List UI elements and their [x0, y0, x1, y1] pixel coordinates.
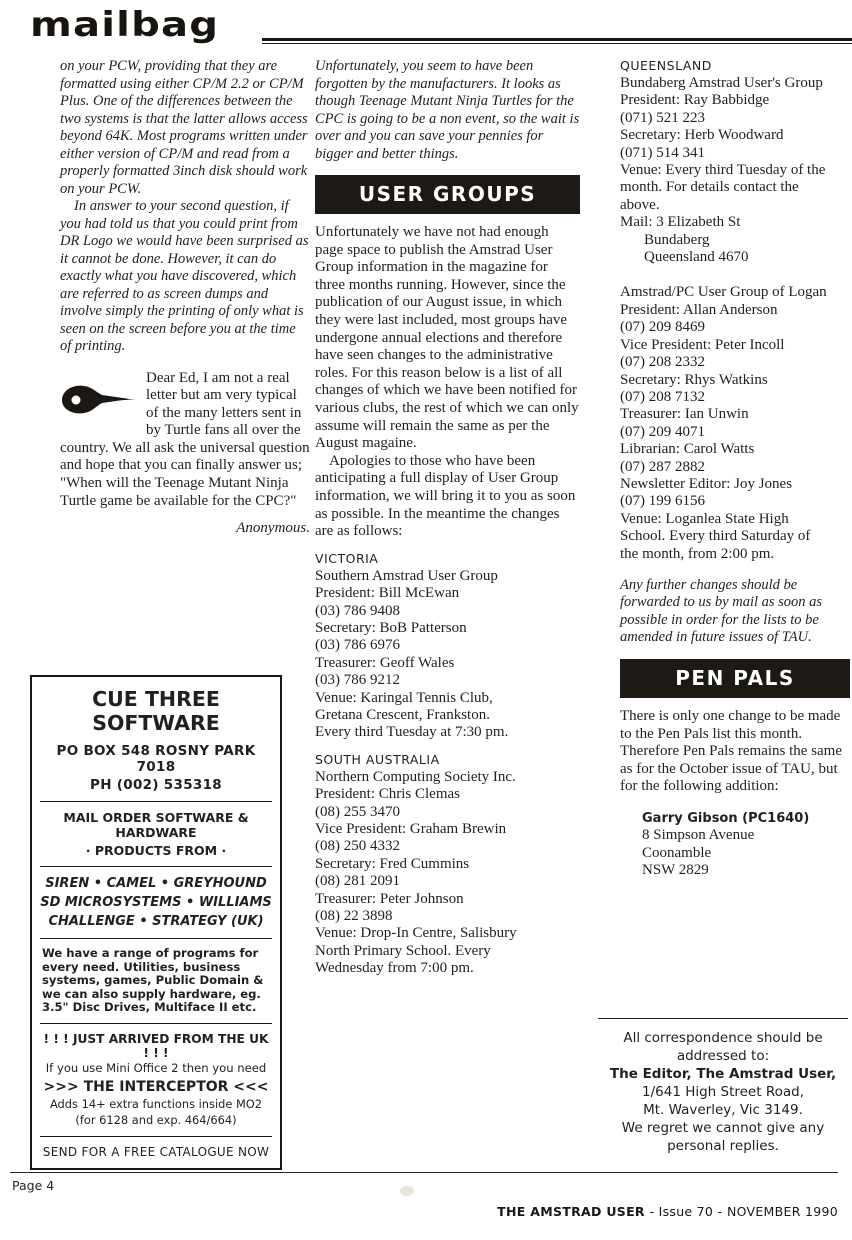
- listing-line: Treasurer: Peter Johnson: [315, 890, 464, 907]
- advert-interceptor: >>> THE INTERCEPTOR <<<: [43, 1078, 269, 1095]
- user-groups-intro: [315, 224, 580, 541]
- correspondence-line: addressed to:: [676, 1048, 770, 1064]
- paragraph: Unfortunately we have not had enough page space to publish the Amstrad User Group information in the magazine for three months running. However, since the publication of our August issue, in which they were last included, most groups have undergone annual elections and therefore have seen changes to the administrative roles. For this reason below is a list of all changes of which we have been notified for various clubs, the rest of which we can only assume will remain the same as per the August magaine.: [315, 224, 579, 452]
- listing-line: (07) 208 7132: [620, 388, 705, 405]
- listing-line: Bundaberg Amstrad User's Group: [620, 75, 823, 91]
- state-heading: SOUTH AUSTRALIA: [315, 751, 440, 767]
- letter-signature: Anonymous.: [236, 520, 310, 537]
- pen-pals-intro: [620, 708, 850, 796]
- group-listing: [315, 568, 580, 742]
- listing-line: Southern Amstrad User Group: [315, 567, 498, 584]
- advert-divider-3: [40, 938, 272, 939]
- letter-reply-part-one: [60, 58, 310, 356]
- pen-pal-entry: [620, 810, 850, 880]
- listing-line: Venue: Every third Tuesday of the: [620, 162, 826, 179]
- paragraph: In answer to your second question, if you had told us that you could print from DR Logo we would have been surprised as it cannot be done. However, it can do exactly what you have discovered, which are referred to as screen dumps and involve simply the printing of only what is seen on the screen before you at the time of printing.: [60, 198, 309, 354]
- correspondence-editor: The Editor, The Amstrad User,: [609, 1066, 837, 1082]
- user-group-logan: [620, 284, 850, 563]
- listing-line: Secretary: Rhys Watkins: [620, 371, 768, 388]
- advert-blurb: We have a range of programs for every need. Utilities, business systems, games, Public Domain & we can also supply hardware, eg. 3.5" Disc Drives, Multiface II etc.: [42, 946, 264, 1015]
- listing-line: Secretary: BoB Patterson: [315, 619, 467, 636]
- listing-line: month. For details contact the: [620, 179, 799, 196]
- listing-line: (08) 255 3470: [315, 803, 400, 820]
- listing-line: (08) 22 3898: [315, 908, 393, 924]
- advert-divider-5: [40, 1136, 272, 1137]
- listing-line: Vice President: Peter Incoll: [620, 336, 785, 353]
- listing-line: Wednesday from 7:00 pm.: [315, 960, 474, 977]
- advert-if-you-use: If you use Mini Office 2 then you need: [45, 1060, 267, 1075]
- listing-line: (07) 199 6156: [620, 493, 705, 510]
- listing-line: Venue: Karingal Tennis Club,: [315, 689, 493, 706]
- letter-reply-part-two: [315, 58, 580, 163]
- correspondence-line: All correspondence should be: [623, 1030, 823, 1046]
- advert-phone: PH (002) 535318: [90, 777, 222, 793]
- correspondence-line: We regret we cannot give any: [621, 1120, 825, 1136]
- correspondence-address-line: 1/641 High Street Road,: [642, 1084, 804, 1100]
- listing-line: President: Allan Anderson: [620, 301, 778, 318]
- advert-address: PO BOX 548 ROSNY PARK 7018: [56, 743, 256, 775]
- pen-pal-address-line: NSW 2829: [642, 862, 709, 879]
- listing-line: North Primary School. Every: [315, 942, 491, 959]
- listing-line: (07) 287 2882: [620, 458, 705, 475]
- advert-divider-2: [40, 866, 272, 867]
- section-header-user-groups: USER GROUPS: [315, 175, 580, 214]
- user-group-victoria: [315, 551, 580, 742]
- page-title: mailbag: [30, 5, 220, 45]
- pen-pal-address-line: Coonamble: [642, 844, 712, 861]
- listing-line: (071) 521 223: [620, 109, 705, 126]
- advert-adds-line: Adds 14+ extra functions inside MO2: [49, 1096, 263, 1111]
- advert-mail-order: MAIL ORDER SOFTWARE & HARDWARE: [63, 810, 249, 840]
- listing-line: Newsletter Editor: Joy Jones: [620, 475, 793, 492]
- pen-pal-name: Garry Gibson (PC1640): [642, 810, 810, 826]
- advert-brand-line: CHALLENGE • STRATEGY (UK): [48, 914, 264, 929]
- advert-title: CUE THREE SOFTWARE: [92, 687, 220, 735]
- footer-publication: THE AMSTRAD USER: [497, 1204, 645, 1219]
- listing-line: (08) 250 4332: [315, 838, 400, 855]
- listing-line: (07) 208 2332: [620, 354, 705, 371]
- listing-line: School. Every third Saturday of: [620, 528, 811, 545]
- masthead-rule-thin: [262, 43, 852, 44]
- listing-line: (07) 209 8469: [620, 319, 705, 336]
- user-group-queensland: [620, 58, 850, 266]
- page-number: Page 4: [12, 1178, 55, 1193]
- pen-pal-address-line: 8 Simpson Avenue: [642, 827, 755, 844]
- listing-line: Secretary: Fred Cummins: [315, 855, 470, 872]
- correspondence-line: personal replies.: [667, 1138, 779, 1154]
- state-heading: QUEENSLAND: [620, 58, 712, 73]
- listing-line: President: Bill McEwan: [315, 585, 460, 602]
- listing-line: (03) 786 9212: [315, 672, 400, 689]
- footer-rule: [10, 1172, 838, 1173]
- state-heading: VICTORIA: [315, 550, 379, 566]
- correspondence-notice: [598, 1018, 848, 1155]
- user-group-south-australia: [315, 752, 580, 978]
- listing-line: Venue: Loganlea State High: [620, 510, 789, 527]
- group-listing: [315, 769, 580, 978]
- listing-line: President: Ray Babbidge: [620, 92, 770, 109]
- advert-inner: [32, 677, 280, 1168]
- listing-line: Northern Computing Society Inc.: [315, 768, 516, 785]
- listing-line: Bundaberg: [644, 231, 710, 248]
- advertisement-cue-three-software: [30, 675, 282, 1170]
- advert-catalogue-call: SEND FOR A FREE CATALOGUE NOW: [42, 1144, 270, 1159]
- listing-line: Mail: 3 Elizabeth St: [620, 214, 741, 231]
- column-one: [60, 58, 310, 537]
- listing-line: Venue: Drop-In Centre, Salisbury: [315, 925, 517, 942]
- section-header-pen-pals: PEN PALS: [620, 659, 850, 698]
- paragraph: Unfortunately, you seem to have been forgotten by the manufacturers. It looks as though Teenage Mutant Ninja Turtles for the CPC is going to be a non event, so the wait is over and you can save your pennies for bigger and better things.: [315, 58, 580, 162]
- masthead: [30, 5, 830, 48]
- footer-publication-info: [497, 1204, 838, 1219]
- listing-line: (03) 786 6976: [315, 637, 400, 654]
- advert-divider-4: [40, 1023, 272, 1024]
- user-groups-footnote: Any further changes should be forwarded to us by mail as soon as possible in order for the lists to be amended in future issues of TAU.: [620, 576, 823, 646]
- listing-line: above.: [620, 196, 660, 213]
- group-listing: [620, 75, 850, 266]
- listing-line: Amstrad/PC User Group of Logan: [620, 284, 827, 301]
- advert-brand-line: SIREN • CAMEL • GREYHOUND: [45, 876, 267, 891]
- listing-line: Every third Tuesday at 7:30 pm.: [315, 724, 509, 741]
- listing-line: Treasurer: Ian Unwin: [620, 406, 749, 423]
- listing-line: Secretary: Herb Woodward: [620, 127, 784, 144]
- listing-line: Gretana Crescent, Frankston.: [315, 706, 490, 723]
- advert-brand-line: SD MICROSYSTEMS • WILLIAMS: [40, 895, 272, 910]
- paragraph: There is only one change to be made to the Pen Pals list this month. Therefore Pen Pals remains the same as for the October issue of TAU, but for the following addition:: [620, 707, 843, 795]
- listing-line: Librarian: Carol Watts: [620, 441, 755, 458]
- listing-line: (07) 209 4071: [620, 423, 705, 440]
- paragraph: Apologies to those who have been anticipating a full display of User Group information, we will bring it to you as soon as possible. In the meantime the changes are as follows:: [315, 452, 576, 540]
- advert-divider: [40, 801, 272, 802]
- paragraph: Dear Ed, I am not a real letter but am very typical of the many letters sent in by Turtle fans all over the country. We all ask the universal question and hope that you can finally answer us; "When will the Teenage Mutant Ninja Turtle game be available for the CPC?": [60, 369, 310, 509]
- listing-line: Queensland 4670: [644, 249, 749, 266]
- listing-line: (08) 281 2091: [315, 873, 400, 890]
- group-listing: [620, 284, 850, 563]
- column-two: [315, 58, 580, 978]
- advert-products-from: · PRODUCTS FROM ·: [85, 843, 227, 858]
- paragraph: on your PCW, providing that they are formatted using either CP/M 2.2 or CP/M Plus. One of the differences between the two systems is that the latter allows access beyond 64K. Most programs written under either version of CP/M and read from a properly formatted 3inch disk should work on your PCW.: [60, 58, 308, 197]
- advert-just-arrived: ! ! ! JUST ARRIVED FROM THE UK ! ! !: [43, 1031, 269, 1060]
- listing-line: (03) 786 9408: [315, 602, 400, 619]
- paper-smudge: [400, 1186, 414, 1196]
- listing-line: Vice President: Graham Brewin: [315, 820, 507, 837]
- letter-two-block: [60, 370, 310, 538]
- listing-line: President: Chris Clemas: [315, 786, 460, 803]
- advert-for-line: (for 6128 and exp. 464/664): [75, 1113, 237, 1128]
- listing-line: (071) 514 341: [620, 144, 705, 161]
- quill-pen-icon: [60, 374, 138, 426]
- column-three: [620, 58, 850, 880]
- masthead-rule: [262, 38, 852, 41]
- listing-line: Treasurer: Geoff Wales: [315, 654, 455, 671]
- footer-issue: - Issue 70 -: [649, 1204, 723, 1219]
- correspondence-address-line: Mt. Waverley, Vic 3149.: [643, 1102, 803, 1118]
- footer-date: NOVEMBER 1990: [726, 1204, 838, 1219]
- listing-line: the month, from 2:00 pm.: [620, 545, 775, 562]
